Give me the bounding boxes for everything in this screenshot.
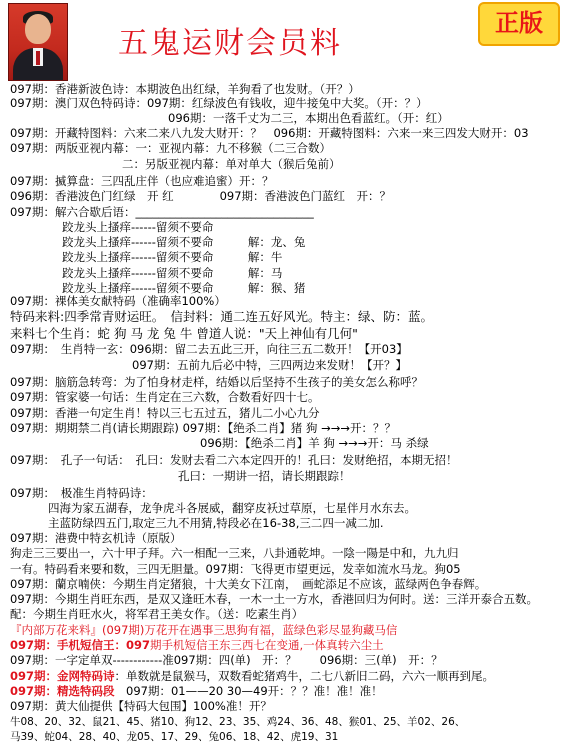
forecast-line: 配：今期生肖旺水火，将军君王美女作。（送：吃素生肖） <box>10 607 304 622</box>
forecast-line: 097期：金网特码诗：单数就是鼠猴马，双数看蛇猪鸡牛，二七八新旧二码，六六一顺再到尾。 <box>10 668 495 683</box>
forecast-line: 097期：解六合歇后语：_______________________________ <box>10 204 314 219</box>
forecast-line: 097期：一字定单双------------准097期：四(单) 开：？ 096期：三(单) 开：？ <box>10 653 443 668</box>
forecast-line: 097期：五前九后必中特，三四两边来发财！【开？】 <box>132 357 407 372</box>
forecast-line: 主蓝防绿四五门,取定三九不用猜,特段必在16-38,三二四一减二加. <box>48 515 384 530</box>
forecast-line: 牛08、20、32、鼠21、45、猪10、狗12、23、35、鸡24、36、48、猴01、25、羊02、26、 <box>10 715 466 728</box>
forecast-line: 097期： 生肖特一玄：096期：留二去五此三开，向往三五二数开！【开03】 <box>10 342 408 357</box>
forecast-line: 一有。特码看来要和数，三四无胆量。097期：飞得更市望更远，发幸如流水马龙。狗05 <box>10 561 461 576</box>
forecast-line: 跤龙头上搔痒------留须不要命 解：龙、兔 <box>62 235 306 250</box>
forecast-line: 097期：手机短信王：097期手机短信王东三西七在变通,一体真转六尘土 <box>10 638 384 653</box>
genuine-badge: 正版 <box>478 2 560 46</box>
forecast-line: 097期：期期禁二肖(请长期跟踪) 097期：【绝杀二肖】猪 狗 →→→开：？？ <box>10 420 396 435</box>
forecast-line: 097期：裸体美女献特码（准确率100%） <box>10 294 226 309</box>
page-title: 五鬼运财会员料 <box>118 26 342 61</box>
forecast-line: 『内部万花来料』(097期)万花开在遇事三思狗有福，蓝绿色彩尽显狗藏马信 <box>10 622 398 637</box>
forecast-line: 097期：澳门双色特码诗：097期：红绿波色有钱收，迎牛接兔中大奖。（开：？） <box>10 96 428 111</box>
forecast-line: 四海为家五湖春，龙争虎斗各展威，翻穿皮袄过草原，七星伴月水东去。 <box>48 501 416 516</box>
forecast-line: 097期：蘭京喃侠：今期生肖定猪狼，十大美女下江南， 画蛇添足不应该，蓝绿两色争春辉。 <box>10 576 487 591</box>
forecast-line: 097期：两版亚视内幕：一：亚视内幕：九不移猴（二三合数） <box>10 141 331 156</box>
forecast-line: 孔曰：一期讲一招，请长期跟踪！ <box>178 468 351 483</box>
forecast-line: 特码来料:四季常青财运旺。 信封料：通二连五好风光。特主：绿、防：蓝。 <box>10 308 433 324</box>
forecast-line: 狗走三三要出一，六十甲子拜。六一相配一三来，八卦通乾坤。一陰一陽是中和，九九归 <box>10 546 459 561</box>
forecast-line: 097期：管家婆一句话：生肖定在三六数，合数看好四十七。 <box>10 390 320 405</box>
forecast-line: 097期：精选特码段 097期：01——20 30—49开：？？准！准！准！ <box>10 684 383 699</box>
forecast-line: 跤龙头上搔痒------留须不要命 <box>62 219 214 234</box>
forecast-line: 097期：今期生肖旺东西，是双又逢旺木春，一木一土一方水，香港回归为何时。送：三洋开泰合五数。 <box>10 592 538 607</box>
forecast-line: 096期：香港波色门红绿 开 红 097期：香港波色门蓝红 开：？ <box>10 189 392 204</box>
forecast-line: 097期：港费中特玄机诗（原版） <box>10 530 182 545</box>
forecast-line: 马39、蛇04、28、40、龙05、17、29、兔06、18、42、虎19、31 <box>10 731 339 743</box>
forecast-line: 097期：开藏特图料：六来二来八九发大财开：？ 096期：开藏特图料：六来一来三四发大财开：03 <box>10 126 529 141</box>
forecast-line: 跤龙头上搔痒------留须不要命 解：马 <box>62 265 283 280</box>
forecast-line: 097期：揻算盘：三四乱庄伴（也应难追蜜）开：？ <box>10 173 274 188</box>
forecast-line: 097期：香港新波色诗：本期波色出红绿，羊狗看了也发财。（开？） <box>10 82 360 96</box>
forecast-line: 096期：【绝杀二肖】羊 狗 →→→开：马 杀绿 <box>200 436 429 451</box>
host-portrait <box>8 3 68 81</box>
forecast-line: 二：另版亚视内幕：单对单大（猴后兔前） <box>122 156 341 171</box>
forecast-line: 097期： 孔子一句话： 孔曰：发财去看二六本定四开的！孔曰：发财绝招，本期无招！ <box>10 453 458 468</box>
forecast-line: 跤龙头上搔痒------留须不要命 解：猴、猪 <box>62 281 306 296</box>
forecast-line: 097期：黄大仙提供【特码大包围】100%准！开？ <box>10 699 272 714</box>
forecast-line: 096期：一落千丈为二三，本期出色看蓝红。（开：红） <box>168 110 449 125</box>
forecast-line: 跤龙头上搔痒------留须不要命 解：牛 <box>62 250 283 265</box>
forecast-line: 来料七个生肖：蛇 狗 马 龙 兔 牛 曾道人说："天上神仙有几何" <box>10 326 358 342</box>
forecast-line: 097期：香港一句定生肖！特以三七五过五，猪儿二小心九分 <box>10 405 320 420</box>
forecast-line: 097期： 极准生肖特码诗： <box>10 485 153 500</box>
forecast-line: 097期：脑筋急转弯：为了怕身材走样，结婚以后坚持不生孩子的美女怎么称呼？ <box>10 374 423 389</box>
